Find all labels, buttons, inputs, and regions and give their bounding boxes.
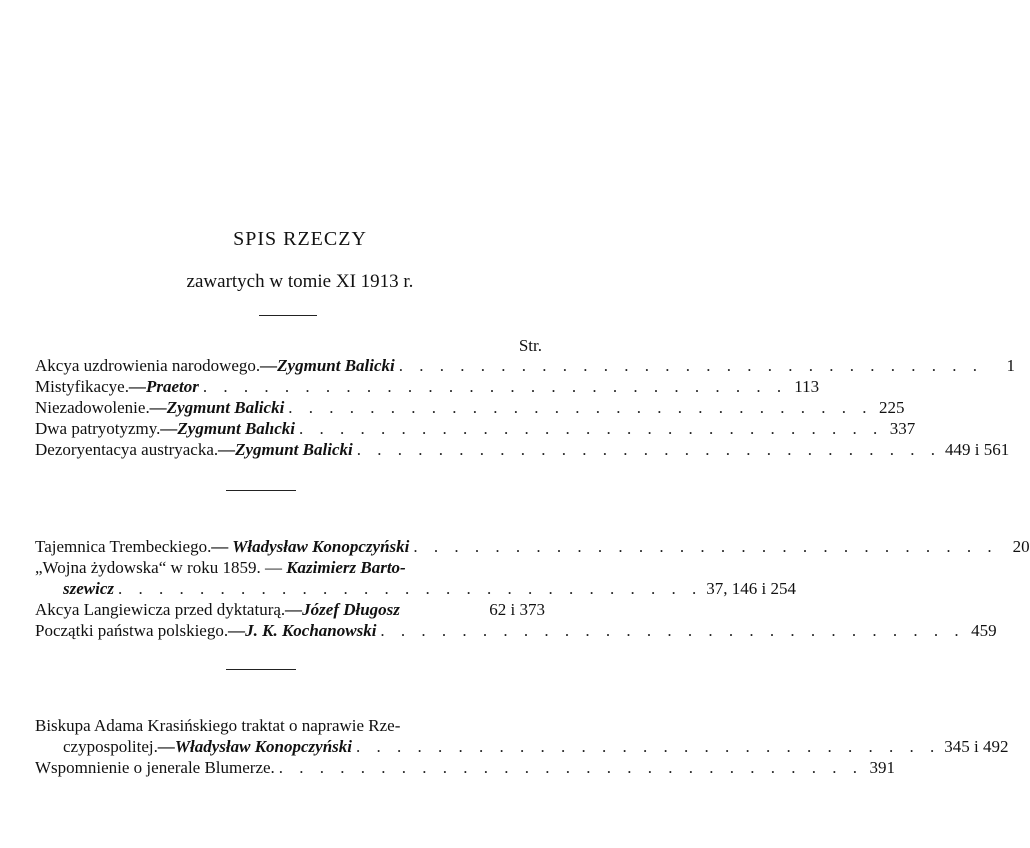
leader-dots: . . . . . . . . . . . . . . . . . . . . . . . . . . . . . xyxy=(413,537,998,556)
toc-entry xyxy=(35,716,545,737)
entry-title: Dezoryentacya austryacka. xyxy=(35,440,219,459)
toc-entry xyxy=(35,758,896,779)
entry-author: —Władysław Konopczyński xyxy=(157,737,353,756)
page-heading: SPIS RZECZY xyxy=(233,228,367,250)
entry-author: Kazimierz Barto- xyxy=(286,558,406,577)
entry-title: Tajemnica Trembeckiego. xyxy=(35,537,212,556)
entry-title: Biskupa Adama Krasińskiego traktat o naprawie Rze- xyxy=(35,716,401,735)
entry-title: Akcya Langiewicza przed dyktaturą. xyxy=(35,600,286,619)
entry-title: Początki państwa polskiego. xyxy=(35,621,229,640)
leader-dots: . . . . . . . . . . . . . . . . . . . . . . . . . . . . . xyxy=(356,440,941,459)
page-subheading: zawartych w tomie XI 1913 r. xyxy=(186,271,414,292)
entry-author: —Zygmunt Balicki xyxy=(218,440,353,459)
page-column-label: Str. xyxy=(518,336,542,355)
toc-section-1 xyxy=(35,356,1016,461)
leader-dots: . . . . . . . . . . . . . . . . . . . . . . . . . . . . . xyxy=(288,398,873,417)
toc-entry xyxy=(35,600,545,621)
entry-author: —Praetor xyxy=(128,377,199,396)
entry-pages: 391 xyxy=(869,758,896,777)
toc-entry-continuation xyxy=(35,737,1009,758)
toc-entry xyxy=(35,398,905,419)
entry-author: —Józef Długosz xyxy=(285,600,400,619)
toc-entry xyxy=(35,558,545,579)
toc-entry xyxy=(35,419,916,440)
entry-pages: 37, 146 i 254 xyxy=(706,579,796,598)
entry-pages: 62 i 373 xyxy=(489,600,545,619)
section-divider xyxy=(226,490,296,491)
entry-pages: 225 xyxy=(879,398,905,417)
entry-title: „Wojna żydowska“ w roku 1859. — xyxy=(35,558,282,577)
entry-author: —Zygmunt Balıcki xyxy=(160,419,296,438)
leader-dots: . . . . . . . . . . . . . . . . . . . . . . . . . . . . . xyxy=(299,419,884,438)
entry-author: —Zygmunt Balicki xyxy=(149,398,285,417)
entry-title: czypospolitej. xyxy=(63,737,158,756)
toc-entry-continuation xyxy=(35,579,796,600)
entry-pages: 113 xyxy=(794,377,820,396)
entry-author: —Zygmunt Balicki xyxy=(260,356,395,375)
entry-author: —J. K. Kochanowski xyxy=(228,621,377,640)
toc-entry xyxy=(35,356,1016,377)
toc-entry xyxy=(35,440,1010,461)
entry-title: Wspomnienie o jenerale Blumerze. xyxy=(35,758,275,777)
section-divider xyxy=(226,669,296,670)
divider xyxy=(259,315,317,316)
leader-dots: . . . . . . . . . . . . . . . . . . . . . . . . . . . . . xyxy=(380,621,965,640)
entry-author: szewicz xyxy=(63,579,114,598)
entry-pages: 449 i 561 xyxy=(944,440,1010,459)
entry-pages: 20 xyxy=(1012,537,1030,556)
entry-author: — Władysław Konopczyński xyxy=(211,537,410,556)
entry-pages: 337 xyxy=(889,419,916,438)
entry-title: Akcya uzdrowienia narodowego. xyxy=(35,356,261,375)
entry-title: Niezadowolenie. xyxy=(35,398,150,417)
entry-title: Mistyfikacye. xyxy=(35,377,129,396)
leader-dots: . . . . . . . . . . . . . . . . . . . . . . . . . . . . . xyxy=(356,737,941,756)
toc-entry xyxy=(35,621,997,642)
leader-dots: . . . . . . . . . . . . . . . . . . . . . . . . . . . . . xyxy=(278,758,864,777)
toc-entry xyxy=(35,377,820,398)
toc-section-3 xyxy=(35,716,1009,779)
entry-pages: 1 xyxy=(1006,356,1016,375)
entry-pages: 459 xyxy=(971,621,997,640)
toc-entry xyxy=(35,537,1030,558)
toc-section-2 xyxy=(35,537,1030,642)
entry-pages: 345 i 492 xyxy=(944,737,1009,756)
leader-dots: . . . . . . . . . . . . . . . . . . . . . . . . . . . . . xyxy=(118,579,703,598)
leader-dots: . . . . . . . . . . . . . . . . . . . . . . . . . . . . . xyxy=(202,377,788,396)
entry-title: Dwa patryotyzmy. xyxy=(35,419,161,438)
leader-dots: . . . . . . . . . . . . . . . . . . . . . . . . . . . . . xyxy=(398,356,984,375)
